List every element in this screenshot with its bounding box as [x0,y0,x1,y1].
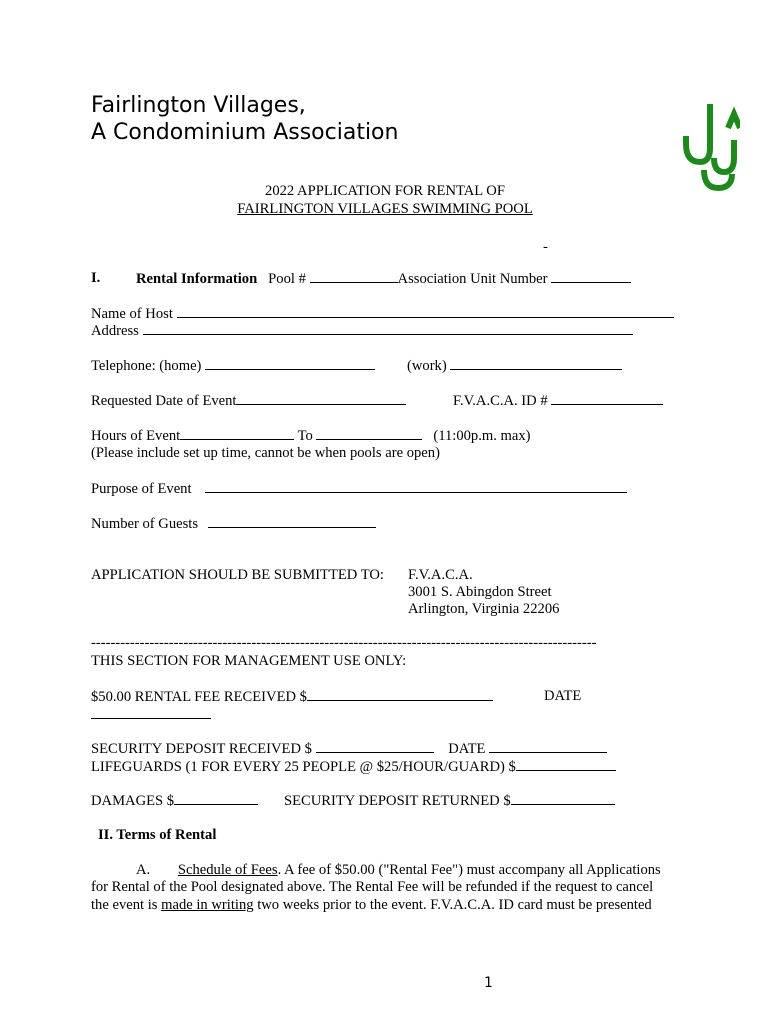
fees-line1 [136,861,661,879]
purpose-row [91,479,627,498]
item-title: Schedule of Fees [177,862,278,878]
association-name-line1: Fairlington Villages, [91,93,306,118]
deposit-label: SECURITY DEPOSIT RECEIVED $ [91,741,312,757]
fees-line3 [91,896,652,914]
requested-date-field[interactable] [236,391,406,405]
fees-line3-end: two weeks prior to the event. F.V.A.C.A. ID card must be presented [253,897,652,913]
pool-number-field[interactable] [310,269,398,283]
address-field[interactable] [143,321,633,335]
deposit-row [91,739,607,758]
submit-address-line1: F.V.A.C.A. [408,567,473,583]
submit-address-line2: 3001 S. Abingdon Street [408,584,552,600]
deposit-amount-field[interactable] [316,739,434,753]
id-label: F.V.A.C.A. ID # [453,393,548,409]
section1-numeral: I. [91,270,101,286]
submit-label: APPLICATION SHOULD BE SUBMITTED TO: [91,567,384,583]
lifeguards-row [91,757,616,776]
association-name-line2: A Condominium Association [91,120,399,145]
address-row [91,321,633,340]
hours-row [91,426,531,445]
dash-mark: - [543,239,548,255]
telephone-row [91,356,375,375]
submit-address-line3: Arlington, Virginia 22206 [408,601,560,617]
logo-letter-v [714,140,734,172]
deposit-returned-field[interactable] [511,791,615,805]
management-heading: THIS SECTION FOR MANAGEMENT USE ONLY: [91,653,407,669]
hours-to-field[interactable] [316,426,422,440]
telephone-home-label: Telephone: (home) [91,358,202,374]
fees-line1-text: . A fee of $50.00 ("Rental Fee") must accompany all Applications [277,862,661,878]
damages-label: DAMAGES $ [91,793,175,809]
deposit-date-field[interactable] [489,739,607,753]
document-title: 2022 APPLICATION FOR RENTAL OF [265,183,505,199]
hours-from-field[interactable] [180,426,294,440]
logo-arrow [728,114,740,128]
unit-number-field[interactable] [551,269,631,283]
host-label: Name of Host [91,306,173,322]
page-number: 1 [484,975,493,991]
unit-label: Association Unit Number [397,271,548,287]
purpose-label: Purpose of Event [91,481,192,497]
returned-row [284,791,615,810]
max-time-note: (11:00p.m. max) [433,428,531,444]
fee-date-label: DATE [544,688,582,704]
home-phone-field[interactable] [205,356,375,370]
requested-date-label: Requested Date of Event [91,393,237,409]
association-logo [676,100,740,192]
id-number-field[interactable] [551,391,663,405]
guests-row [91,514,376,533]
hours-note: (Please include set up time, cannot be when pools are open) [91,445,440,461]
section1-heading: Rental Information [136,271,258,287]
rental-info-row [136,269,631,288]
date-row [91,391,406,410]
lifeguards-label: LIFEGUARDS (1 FOR EVERY 25 PEOPLE @ $25/HOUR/GUARD) $ [91,759,516,775]
work-phone-field[interactable] [450,356,622,370]
fee-row [91,687,493,706]
deposit-date-label: DATE [448,741,486,757]
hours-label: Hours of Event [91,428,181,444]
damages-row [91,791,258,810]
damages-amount-field[interactable] [174,791,258,805]
fees-line3-start: the event is [91,897,162,913]
divider-line: -------------------------------------------------------------------------------------------------------- [91,635,597,651]
address-label: Address [91,323,139,339]
made-in-writing: made in writing [161,897,254,913]
guests-label: Number of Guests [91,516,199,532]
fee-date-field[interactable] [91,705,211,719]
logo-letter-j [686,104,710,162]
pool-label: Pool # [268,271,306,287]
fee-amount-field[interactable] [307,687,493,701]
deposit-returned-label: SECURITY DEPOSIT RETURNED $ [284,793,511,809]
fees-line2: for Rental of the Pool designated above. The Rental Fee will be refunded if the request to cancel [91,879,654,895]
section2-heading: II. Terms of Rental [98,827,217,843]
telephone-work-label: (work) [407,358,447,374]
to-label: To [297,428,313,444]
item-letter: A. [136,862,151,878]
document-subtitle: FAIRLINGTON VILLAGES SWIMMING POOL [237,201,533,217]
work-row [407,356,622,375]
id-row [453,391,663,410]
lifeguards-amount-field[interactable] [516,757,616,771]
fee-label: $50.00 RENTAL FEE RECEIVED $ [91,689,307,705]
guests-field[interactable] [208,514,376,528]
host-name-field[interactable] [177,304,674,318]
purpose-field[interactable] [205,479,627,493]
